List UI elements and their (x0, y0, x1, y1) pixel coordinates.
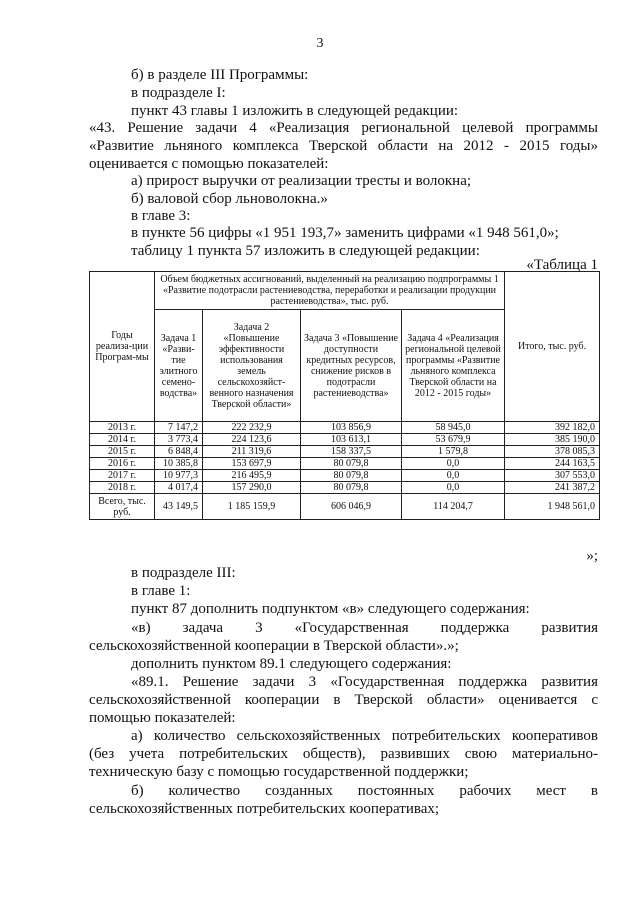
row-year: 2015 г. (90, 446, 155, 458)
total-sum: 1 948 561,0 (505, 494, 600, 520)
cell-task-2: 211 319,6 (203, 446, 301, 458)
cell-total: 385 190,0 (505, 434, 600, 446)
header-group: Объем бюджетных ассигнований, выделенный на реализацию подпрограммы 1 «Развитие подотрасли растениеводства, переработки и реализации продукции растениеводства», тыс. руб. (155, 272, 505, 310)
cell-total: 392 182,0 (505, 422, 600, 434)
text-line-15: «в) задача 3 «Государственная поддержка развития (131, 620, 598, 636)
text-line-6: оценивается с помощью показателей: (89, 156, 329, 172)
text-line-14: пункт 87 дополнить подпунктом «в» следующего содержания: (131, 601, 530, 617)
text-line-5: «Развитие льняного комплекса Тверской области на 2012 - 2015 годы» (89, 138, 598, 154)
cell-task-4: 0,0 (402, 482, 505, 494)
cell-total: 244 163,5 (505, 458, 600, 470)
header-years: Годы реализа-ции Програм-мы (90, 272, 155, 422)
text-line-1: б) в разделе III Программы: (131, 67, 309, 83)
text-line-19: сельскохозяйственной кооперации в Тверской области» оценивается с (89, 692, 598, 708)
header-task-1: Задача 1 «Разви-тие элитного семено-водства» (155, 310, 203, 422)
total-task-4: 114 204,7 (402, 494, 505, 520)
cell-task-1: 6 848,4 (155, 446, 203, 458)
text-line-23: техническую базу с помощью государственной поддержки; (89, 764, 469, 780)
table-row (90, 446, 600, 458)
text-line-7: а) прирост выручки от реализации тресты и волокна; (131, 173, 472, 189)
cell-task-3: 158 337,5 (301, 446, 402, 458)
cell-task-1: 10 385,8 (155, 458, 203, 470)
cell-task-3: 103 613,1 (301, 434, 402, 446)
cell-task-4: 0,0 (402, 458, 505, 470)
cell-total: 241 387,2 (505, 482, 600, 494)
row-year: 2017 г. (90, 470, 155, 482)
cell-task-2: 157 290,0 (203, 482, 301, 494)
cell-task-4: 1 579,8 (402, 446, 505, 458)
page-number: 3 (316, 36, 324, 51)
cell-total: 378 085,3 (505, 446, 600, 458)
closing-quote: »; (586, 548, 598, 564)
row-year: 2013 г. (90, 422, 155, 434)
cell-task-2: 216 495,9 (203, 470, 301, 482)
cell-task-4: 0,0 (402, 470, 505, 482)
budget-table (89, 271, 600, 520)
table-row (90, 470, 600, 482)
table-row (90, 482, 600, 494)
text-line-12: в подразделе III: (131, 565, 236, 581)
text-line-10: в пункте 56 цифры «1 951 193,7» заменить цифрами «1 948 561,0»; (131, 225, 559, 241)
cell-task-2: 222 232,9 (203, 422, 301, 434)
row-year: 2016 г. (90, 458, 155, 470)
cell-task-2: 153 697,9 (203, 458, 301, 470)
text-line-18: «89.1. Решение задачи 3 «Государственная поддержка развития (131, 674, 598, 690)
text-line-21: а) количество сельскохозяйственных потребительских кооперативов (131, 728, 598, 744)
table-row (90, 458, 600, 470)
cell-task-4: 58 945,0 (402, 422, 505, 434)
total-task-3: 606 046,9 (301, 494, 402, 520)
cell-total: 307 553,0 (505, 470, 600, 482)
cell-task-3: 80 079,8 (301, 458, 402, 470)
cell-task-1: 4 017,4 (155, 482, 203, 494)
header-task-3: Задача 3 «Повышение доступности кредитных ресурсов, снижение рисков в подотрасли растениеводства» (301, 310, 402, 422)
cell-task-1: 10 977,3 (155, 470, 203, 482)
text-line-24: б) количество созданных постоянных рабочих мест в (131, 783, 598, 799)
table-row (90, 422, 600, 434)
header-total: Итого, тыс. руб. (505, 272, 600, 422)
table-row (90, 434, 600, 446)
text-line-16: сельскохозяйственной кооперации в Тверской области».»; (89, 638, 459, 654)
text-line-2: в подразделе I: (131, 85, 226, 101)
text-line-25: сельскохозяйственных потребительских кооперативах; (89, 801, 440, 817)
total-label: Всего, тыс. руб. (90, 494, 155, 520)
total-task-1: 43 149,5 (155, 494, 203, 520)
text-line-17: дополнить пунктом 89.1 следующего содержания: (131, 656, 452, 672)
text-line-20: помощью показателей: (89, 710, 236, 726)
text-line-3: пункт 43 главы 1 изложить в следующей редакции: (131, 103, 459, 119)
total-task-2: 1 185 159,9 (203, 494, 301, 520)
text-line-9: в главе 3: (131, 208, 191, 224)
cell-task-3: 80 079,8 (301, 470, 402, 482)
row-year: 2014 г. (90, 434, 155, 446)
table-total-row (90, 494, 600, 520)
text-line-11: таблицу 1 пункта 57 изложить в следующей редакции: (131, 243, 480, 259)
cell-task-4: 53 679,9 (402, 434, 505, 446)
header-task-4: Задача 4 «Реализация региональной целевой программы «Развитие льняного комплекса Тверской области на 2012 - 2015 годы» (402, 310, 505, 422)
cell-task-3: 103 856,9 (301, 422, 402, 434)
row-year: 2018 г. (90, 482, 155, 494)
cell-task-1: 3 773,4 (155, 434, 203, 446)
table-caption: «Таблица 1 (526, 257, 598, 273)
header-task-2: Задача 2 «Повышение эффективности использования земель сельскохозяйст-венного назначения Тверской области» (203, 310, 301, 422)
text-line-4: «43. Решение задачи 4 «Реализация региональной целевой программы (89, 120, 598, 136)
cell-task-3: 80 079,8 (301, 482, 402, 494)
cell-task-1: 7 147,2 (155, 422, 203, 434)
text-line-22: (без учета потребительских обществ), развивших свою материально- (89, 746, 598, 762)
cell-task-2: 224 123,6 (203, 434, 301, 446)
text-line-8: б) валовой сбор льноволокна.» (131, 191, 328, 207)
text-line-13: в главе 1: (131, 583, 191, 599)
